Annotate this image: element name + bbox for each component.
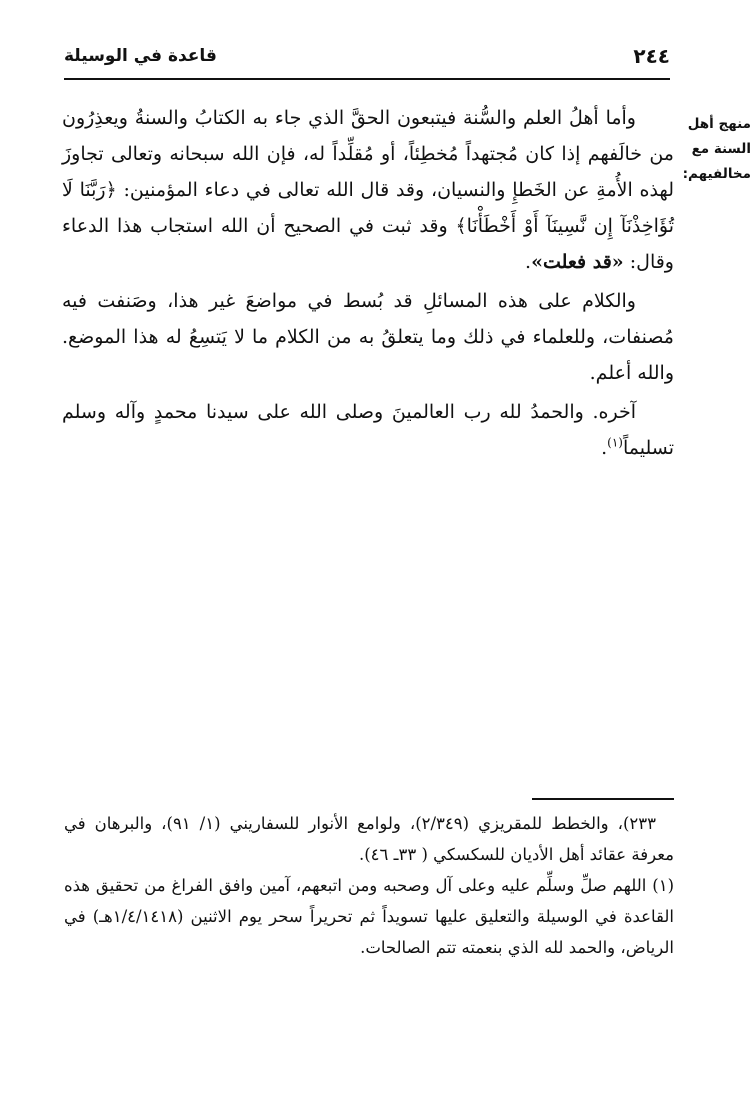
margin-note (675, 112, 751, 187)
page-number: ٢٤٤ (633, 44, 670, 68)
footnote-divider (532, 798, 674, 800)
running-title: قاعدة في الوسيلة (64, 46, 217, 66)
footnote-1-text: اللهم صلِّ وسلِّم عليه وعلى آل وصحبه ومن اتبعهم، آمين وافق الفراغ من تحقيق هذه القاعدة في الوسيلة والتعليق عليها تسويداً ثم تحريراً سحر يوم الاثنين (١/٤/١٤١٨هـ) في الرياض، والحمد لله الذي بنعمته تتم الصالحات. (64, 876, 675, 957)
margin-note-line: السنة مع (691, 141, 751, 157)
paragraph-3 (62, 394, 674, 466)
footnote-reference: (١) (607, 435, 623, 450)
footnote-continuation: ٢٣٣)، والخطط للمقريزي (٢/٣٤٩)، ولوامع الأنوار للسفاريني (١/ ٩١)، والبرهان في معرفة عقائد أهل الأديان للسكسكي ( ٣٣ـ ٤٦). (64, 814, 674, 864)
paragraph-1-end: . (525, 251, 532, 273)
margin-note-line: مخالفيهم: (682, 166, 751, 182)
paragraph-2: والكلام على هذه المسائلِ قد بُسط في مواضعَ غير هذا، وصَنفت فيه مُصنفات، وللعلماء في ذلك وما يتعلقُ به من الكلام ما لا يَتسِعُ له هذا الموضع. والله أعلم. (62, 290, 674, 384)
page-header (64, 42, 670, 80)
paragraph-3-text: آخره. والحمدُ لله رب العالمينَ وصلى الله على سيدنا محمدٍ وآله وسلم تسليماً (62, 401, 674, 459)
margin-note-line: منهج أهل (687, 116, 751, 132)
main-text (62, 100, 674, 469)
footnote-1 (64, 870, 674, 963)
paragraph-1 (62, 100, 674, 280)
footnotes (64, 808, 674, 963)
quran-verse: ﴿رَبَّنَا لَا تُؤَاخِذْنَآ إِن نَّسِينَآ أَوْ أَخْطَأْنَا﴾ (62, 179, 674, 237)
paragraph-1-text-2: وقد ثبت في الصحيح أن الله استجاب هذا الدعاء وقال: (62, 215, 674, 273)
paragraph-3-end: . (601, 437, 608, 459)
footnote-1-marker: (١) (652, 876, 674, 895)
paragraph-1-text: وأما أهلُ العلم والسُّنة فيتبعون الحقَّ الذي جاء به الكتابُ والسنةُ ويعذِرُون من خالَفهم إذا كان مُجتهداً مُخطِئاً، أو مُقلِّداً له، فإن الله سبحانه وتعالى تجاوزَ لهذه الأُمةِ عن الخَطإِ والنسيان، وقد قال الله تعالى في دعاء المؤمنين: (62, 107, 674, 201)
hadith-quote: «قد فعلت» (531, 251, 624, 273)
